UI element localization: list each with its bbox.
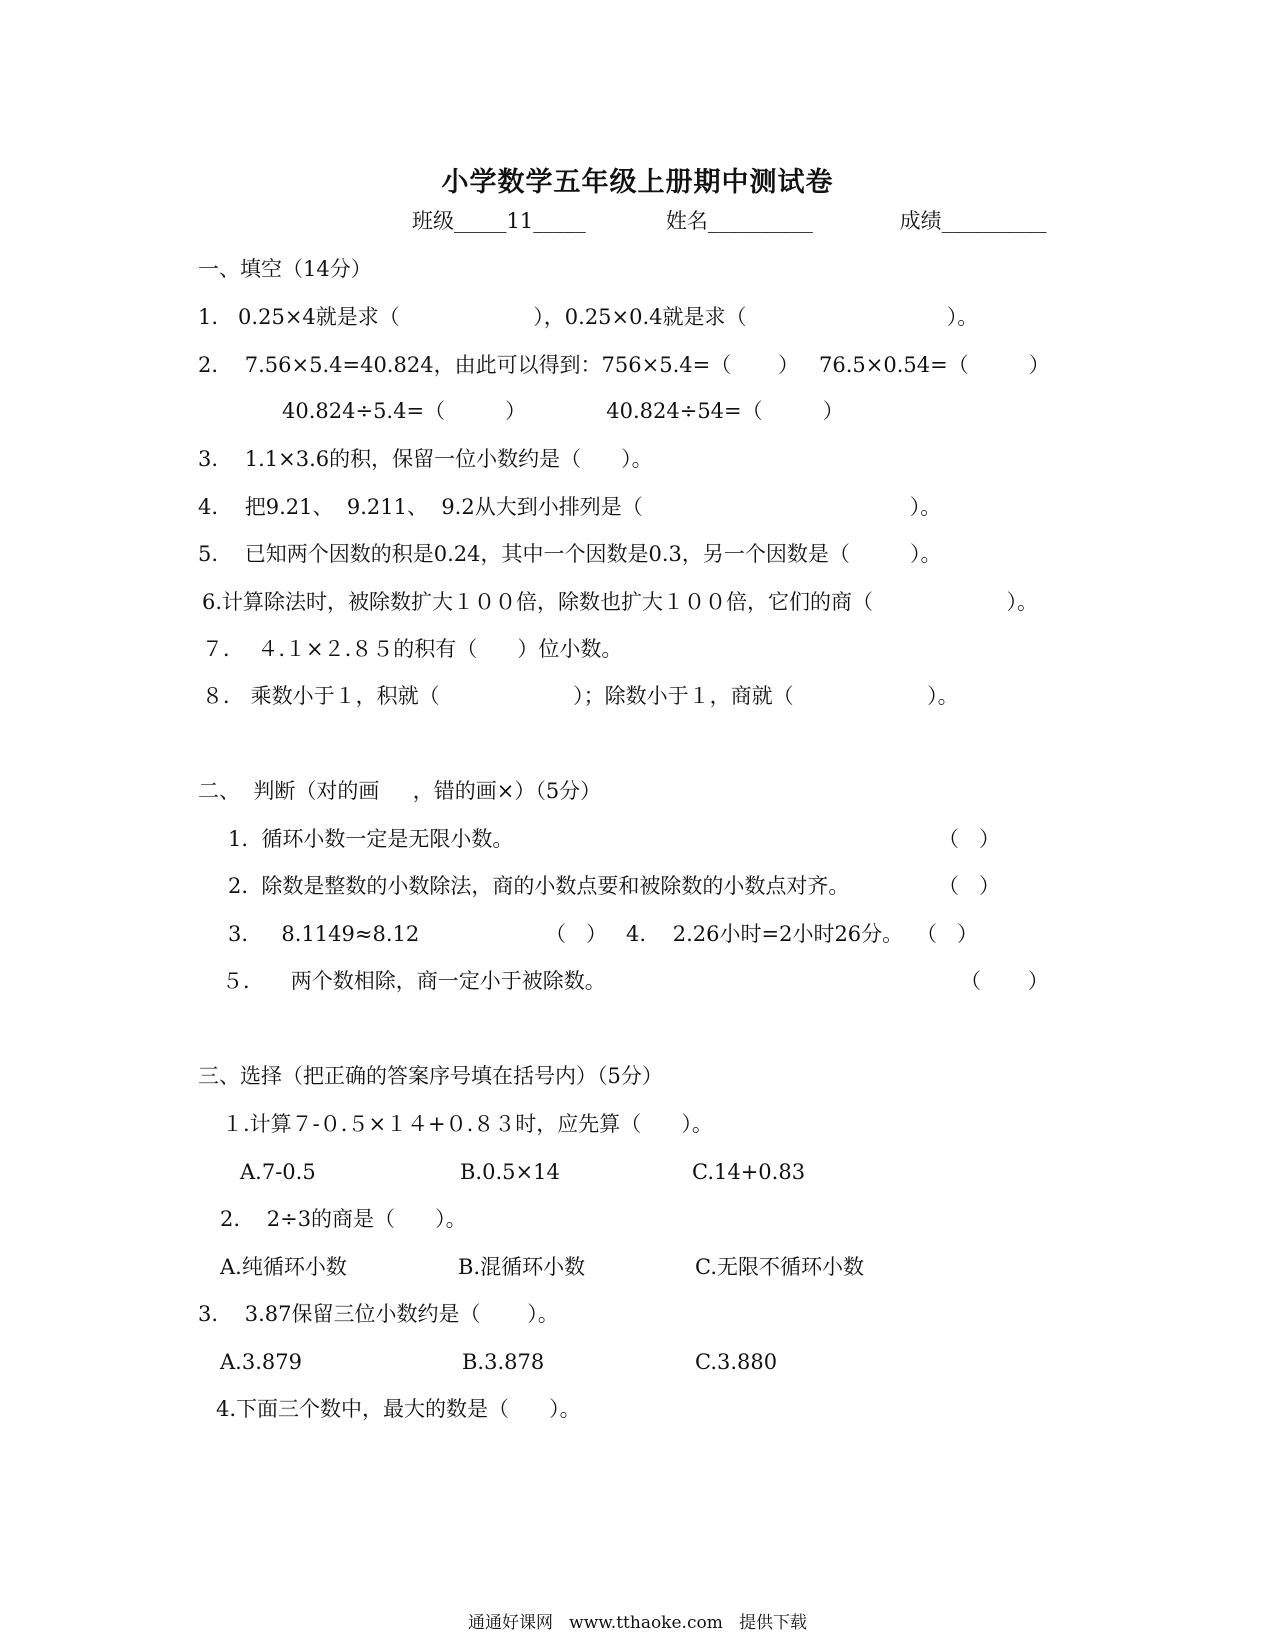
choice-option-2b: B.混循环小数 [458,1255,586,1279]
student-info-line: 班级_____11_____ 姓名__________ 成绩__________ [412,209,1047,233]
choice-option-3c: C.3.880 [695,1350,778,1374]
fill-question-8: ８． 乘数小于１，积就（ ）；除数小于１，商就（ ）。 [202,684,959,708]
section2-heading: 二、 判断（对的画 ，错的画×）（5分） [198,779,602,803]
fill-question-4: 4. 把9.21、 9.211、 9.2从大到小排列是（ ）。 [198,495,942,519]
choice-option-1c: C.14+0.83 [692,1160,806,1184]
judge-question-3: 3. 8.1149≈8.12 [228,922,420,946]
choice-option-3b: B.3.878 [462,1350,545,1374]
choice-option-2a: A.纯循环小数 [220,1255,347,1279]
fill-question-5: 5. 已知两个因数的积是0.24，其中一个因数是0.3，另一个因数是（ ）。 [198,542,942,566]
judge-answer-paren-3: （ ） [545,922,608,946]
fill-question-6: 6.计算除法时，被除数扩大１００倍，除数也扩大１００倍，它们的商（ ）。 [202,590,1039,614]
section3-heading: 三、选择（把正确的答案序号填在括号内）（5分） [198,1064,663,1088]
judge-question-2: 2. 除数是整数的小数除法，商的小数点要和被除数的小数点对齐。 [228,874,850,898]
fill-question-3: 3. 1.1×3.6的积，保留一位小数约是（ ）。 [198,447,653,471]
judge-answer-paren-4: （ ） [916,922,979,946]
choice-option-1b: B.0.5×14 [460,1160,560,1184]
judge-question-4: 4. 2.26小时=2小时26分。 [626,922,904,946]
fill-question-1: 1. 0.25×4就是求（ ），0.25×0.4就是求（ ）。 [198,305,979,329]
choice-option-2c: C.无限不循环小数 [695,1255,864,1279]
choice-question-3: 3. 3.87保留三位小数约是（ ）。 [198,1302,559,1326]
judge-question-5: ５． 两个数相除，商一定小于被除数。 [222,969,606,993]
choice-option-1a: A.7-0.5 [240,1160,316,1184]
page-footer: 通通好课网 www.tthaoke.com 提供下载 [467,1613,808,1633]
judge-answer-paren-5: （ ） [960,969,1049,993]
choice-question-1: １.计算７-０.５×１４+０.８３时，应先算（ ）。 [222,1112,713,1136]
page-title: 小学数学五年级上册期中测试卷 [441,167,834,198]
choice-question-2: 2. 2÷3的商是（ ）。 [220,1207,467,1231]
judge-answer-paren-1: （ ） [938,827,1001,851]
fill-question-2a: 2. 7.56×5.4=40.824，由此可以得到：756×5.4=（ ） 76.5×0.54=（ ） [198,353,1050,377]
choice-option-3a: A.3.879 [220,1350,302,1374]
fill-question-7: ７． ４.１×２.８５的积有（ ）位小数。 [202,637,623,661]
fill-question-2b: 40.824÷5.4=（ ） 40.824÷54=（ ） [282,399,844,423]
choice-question-4: 4.下面三个数中，最大的数是（ ）。 [216,1397,581,1421]
judge-question-1: 1. 循环小数一定是无限小数。 [228,827,514,851]
section1-heading: 一、填空（14分） [198,257,372,281]
judge-answer-paren-2: （ ） [938,874,1001,898]
